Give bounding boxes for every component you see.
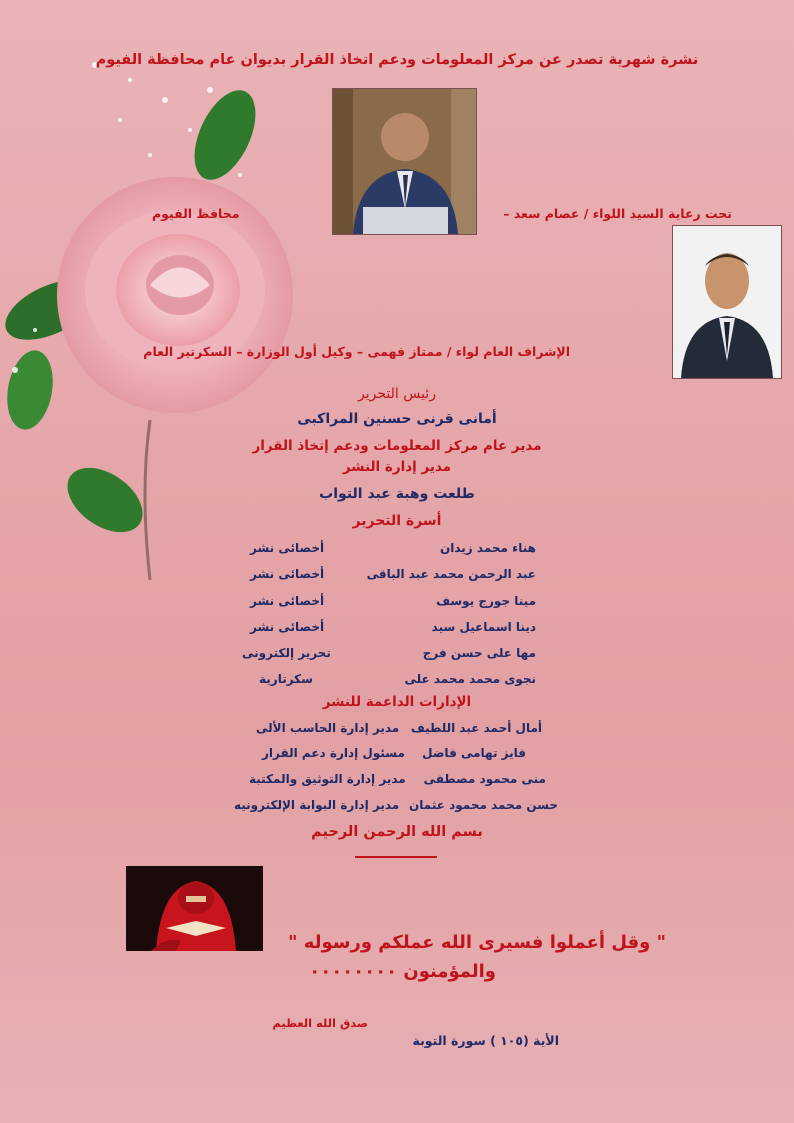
basmala-underline xyxy=(355,856,437,858)
editorial-member-role: تحرير إلكترونى xyxy=(242,646,331,660)
support-member-name: أمال أحمد عبد اللطيف xyxy=(410,721,542,735)
editorial-member-name: دينا اسماعيل سيد xyxy=(431,620,536,634)
support-member-name: حسن محمد محمود عثمان xyxy=(409,798,558,812)
support-member-role: مدير إدارة البوابة الإلكترونيه xyxy=(234,798,400,812)
verse-line-2: والمؤمنون ۰۰۰۰۰۰۰۰ xyxy=(309,961,496,982)
editorial-member-name: مينا جورج يوسف xyxy=(436,594,536,608)
publishing-manager-heading: مدير إدارة النشر xyxy=(342,459,452,475)
governor-photo xyxy=(332,88,477,235)
editor-in-chief-heading: رئيس التحرير xyxy=(358,386,436,402)
editorial-member-role: أخصائى نشر xyxy=(250,620,325,634)
support-member-role: مدير إدارة الحاسب الألى xyxy=(256,721,400,735)
editorial-member-role: أخصائى نشر xyxy=(250,567,325,581)
supporting-departments-heading: الإدارات الداعمة للنشر xyxy=(322,694,472,710)
editorial-member-name: عبد الرحمن محمد عبد الباقى xyxy=(366,567,536,581)
editorial-member-name: هناء محمد زيدان xyxy=(440,541,536,555)
reading-woman-image xyxy=(126,866,263,951)
support-member-role: مدير إدارة التوثيق والمكتبة xyxy=(249,772,406,786)
editor-in-chief-name: أمانى قرنى حسنين المراكبى xyxy=(297,411,497,427)
verse-line-1: " وقل أعملوا فسيرى الله عملكم ورسوله " xyxy=(288,932,666,953)
supervision-text: الإشراف العام لواء / ممتاز فهمى – وكيل أول الوزارة – السكرتير العام xyxy=(143,344,570,359)
secretary-photo xyxy=(672,225,782,379)
editor-in-chief-title: مدير عام مركز المعلومات ودعم إتخاذ القرار xyxy=(252,438,542,454)
verse-reference: الأية (١٠٥ ) سورة التوبة xyxy=(412,1033,559,1048)
support-member-name: منى محمود مصطفى xyxy=(423,772,546,786)
support-member-name: فايز تهامى فاضل xyxy=(422,746,526,760)
governor-role: محافظ الفيوم xyxy=(152,206,240,221)
editorial-member-role: أخصائى نشر xyxy=(250,594,325,608)
editorial-member-name: مها على حسن فرج xyxy=(422,646,536,660)
editorial-family-heading: أسرة التحرير xyxy=(352,513,442,529)
bulletin-title: نشرة شهرية تصدر عن مركز المعلومات ودعم اتخاذ القرار بديوان عام محافظة الفيوم xyxy=(95,52,699,68)
editorial-member-role: أخصائى نشر xyxy=(250,541,325,555)
basmala: بسم الله الرحمن الرحيم xyxy=(311,824,483,840)
sadaq-text: صدق الله العظيم xyxy=(272,1016,368,1030)
patronage-text: تحت رعاية السيد اللواء / عصام سعد – xyxy=(503,206,732,221)
editorial-member-name: نجوى محمد محمد على xyxy=(404,672,536,686)
support-member-role: مسئول إدارة دعم القرار xyxy=(262,746,405,760)
editorial-member-role: سكرتارية xyxy=(259,672,313,686)
publishing-manager-name: طلعت وهبة عبد التواب xyxy=(319,486,475,502)
